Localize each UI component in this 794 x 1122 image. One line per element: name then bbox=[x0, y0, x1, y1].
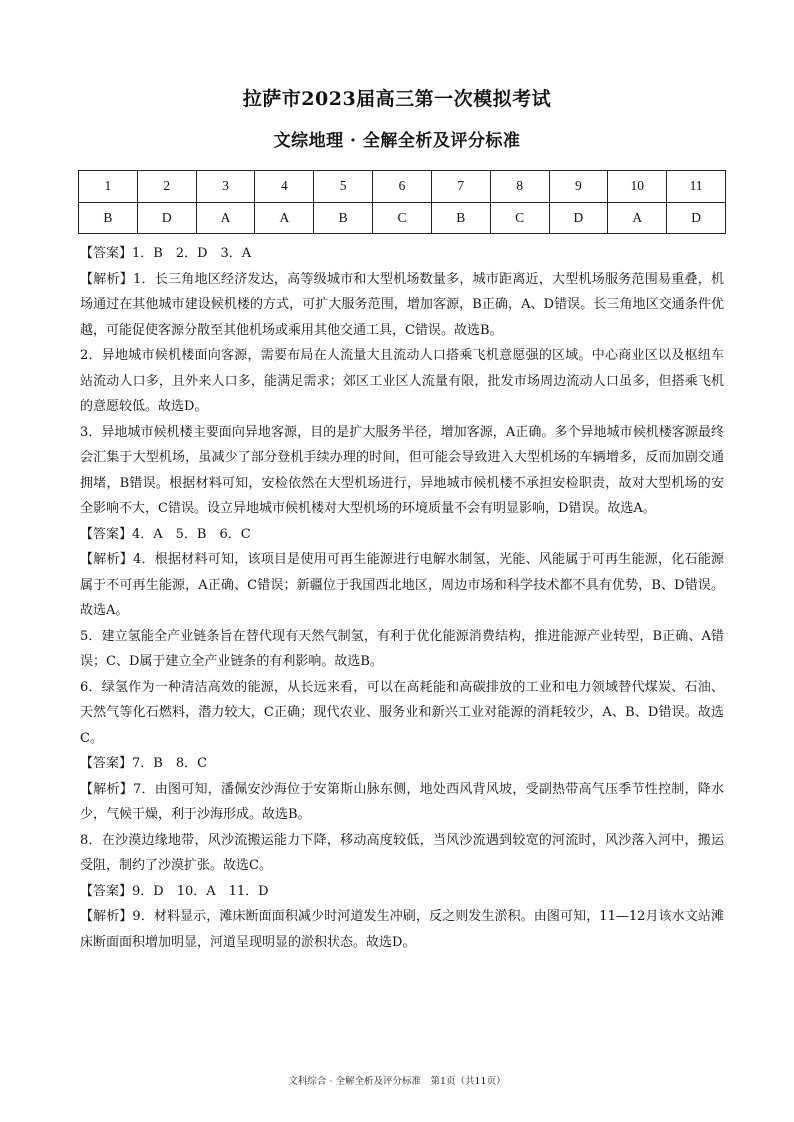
analysis-paragraph: 【解析】7．由图可知，潘佩安沙海位于安第斯山脉东侧，地处西风背风坡，受副热带高气压季节性控制，降水少，气候干燥，利于沙海形成。故选B。 bbox=[80, 781, 724, 822]
document-title: 拉萨市2023届高三第一次模拟考试 bbox=[242, 88, 552, 110]
question-number-cell: 5 bbox=[314, 171, 373, 203]
analysis-paragraph: 6．绿氢作为一种清洁高效的能源，从长远来看，可以在高耗能和高碳排放的工业和电力领域替代煤炭、石油、天然气等化石燃料，潜力较大，C正确；现代农业、服务业和新兴工业对能源的消耗较少，A、B、D错误。故选C。 bbox=[80, 679, 724, 746]
answer-cell: C bbox=[490, 202, 549, 234]
answer-cell: B bbox=[314, 202, 373, 234]
answer-key-table bbox=[78, 170, 726, 234]
answer-cell: D bbox=[549, 202, 608, 234]
analysis-paragraph: 3．异地城市候机楼主要面向异地客源，目的是扩大服务半径，增加客源，A正确。多个异地城市候机楼客源最终会汇集于大型机场，虽减少了部分登机手续办理的时间，但可能会导致进入大型机场的车辆增多，反而加剧交通拥堵，B错误。根据材料可知，安检依然在大型机场进行，异地城市候机楼不承担安检职责，故对大型机场的安全影响不大，C错误。设立异地城市候机楼对大型机场的环境质量不会有明显影响，D错误。故选A。 bbox=[80, 424, 724, 516]
question-number-cell: 1 bbox=[79, 171, 138, 203]
answer-line: 【答案】7．B 8．C bbox=[80, 756, 208, 771]
analysis-paragraph: 8．在沙漠边缘地带，风沙流搬运能力下降，移动高度较低，当风沙流遇到较宽的河流时，风沙落入河中，搬运受阻，制约了沙漠扩张。故选C。 bbox=[80, 832, 724, 873]
answer-cell: B bbox=[431, 202, 490, 234]
answer-cell: B bbox=[79, 202, 138, 234]
answer-cell: D bbox=[137, 202, 196, 234]
answer-cell: A bbox=[196, 202, 255, 234]
answer-line: 【答案】1．B 2．D 3．A bbox=[80, 246, 252, 261]
answer-cell: D bbox=[667, 202, 726, 234]
analysis-paragraph: 【解析】4．根据材料可知，该项目是使用可再生能源进行电解水制氢，光能、风能属于可再生能源，化石能源属于不可再生能源，A正确、C错误；新疆位于我国西北地区，周边市场和科学技术都不具有优势，B、D错误。故选A。 bbox=[80, 552, 724, 618]
question-number-cell: 10 bbox=[608, 171, 667, 203]
analysis-paragraph: 【解析】1．长三角地区经济发达，高等级城市和大型机场数量多，城市距离近，大型机场服务范围易重叠，机场通过在其他城市建设候机楼的方式，可扩大服务范围，增加客源，B正确，A、D错误。长三角地区交通条件优越，可能促使客源分散至其他机场或乘用其他交通工具，C错误。故选B。 bbox=[80, 271, 724, 338]
question-number-cell: 3 bbox=[196, 171, 255, 203]
answer-table-number-row bbox=[79, 171, 726, 203]
analysis-paragraph: 5．建立氢能全产业链条旨在替代现有天然气制氢，有利于优化能源消费结构，推进能源产业转型，B正确、A错误；C、D属于建立全产业链条的有利影响。故选B。 bbox=[80, 628, 724, 669]
answer-line: 【答案】4．A 5．B 6．C bbox=[80, 526, 251, 542]
analysis-body bbox=[80, 241, 724, 955]
analysis-paragraph: 2．异地城市候机楼面向客源，需要布局在人流量大且流动人口搭乘飞机意愿强的区域。中心商业区以及枢纽车站流动人口多，且外来人口多，能满足需求；郊区工业区人流量有限，批发市场周边流动人口虽多，但搭乘飞机的意愿较低。故选D。 bbox=[80, 348, 724, 414]
question-number-cell: 11 bbox=[667, 171, 726, 203]
answer-line: 【答案】9．D 10．A 11．D bbox=[80, 883, 269, 899]
document-subtitle: 文综地理 · 全解全析及评分标准 bbox=[273, 131, 521, 151]
question-number-cell: 9 bbox=[549, 171, 608, 203]
answer-cell: A bbox=[608, 202, 667, 234]
page-footer: 文科综合 · 全解全析及评分标准 第1页（共11页） bbox=[288, 1076, 506, 1087]
answer-table-answer-row bbox=[79, 202, 726, 234]
analysis-paragraph: 【解析】9．材料显示，滩床断面面积减少时河道发生冲刷，反之则发生淤积。由图可知，11—12月该水文站滩床断面面积增加明显，河道呈现明显的淤积状态。故选D。 bbox=[80, 909, 724, 950]
answer-cell: C bbox=[373, 202, 432, 234]
question-number-cell: 6 bbox=[373, 171, 432, 203]
question-number-cell: 8 bbox=[490, 171, 549, 203]
question-number-cell: 7 bbox=[431, 171, 490, 203]
answer-cell: A bbox=[255, 202, 314, 234]
question-number-cell: 4 bbox=[255, 171, 314, 203]
question-number-cell: 2 bbox=[137, 171, 196, 203]
